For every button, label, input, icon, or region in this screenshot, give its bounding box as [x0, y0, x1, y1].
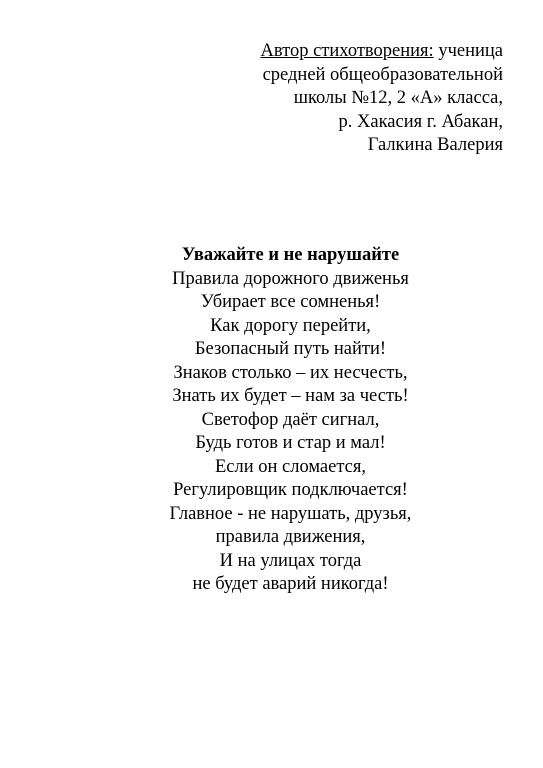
poem-title: Уважайте и не нарушайте [181, 245, 400, 265]
author-info [173, 40, 503, 158]
poem-line: Регулировщик подключается! [173, 480, 408, 500]
poem-line: Если он сломается, [214, 456, 367, 477]
author-line-2: средней общеобразовательной [262, 64, 503, 85]
poem-line: правила движения, [215, 527, 366, 547]
poem-line: Безопасный путь найти! [194, 339, 387, 359]
author-line-3: школы №12, 2 «А» класса, [293, 88, 503, 108]
poem-line: не будет аварий никогда! [192, 574, 389, 594]
author-line-5: Галкина Валерия [367, 135, 503, 155]
poem [0, 244, 543, 597]
poem-line: Знаков столько – их несчесть, [173, 362, 408, 383]
poem-line: И на улицах тогда [219, 550, 362, 571]
author-label: Автор стихотворения: [260, 41, 434, 61]
poem-line: Главное - не нарушать, друзья, [169, 503, 412, 524]
poem-line: Правила дорожного движенья [172, 268, 409, 289]
author-line-1 [173, 40, 503, 64]
poem-line: Светофор даёт сигнал, [201, 409, 380, 430]
poem-line: Знать их будет – нам за честь! [172, 386, 409, 406]
author-line-4: р. Хакасия г. Абакан, [338, 111, 503, 132]
poem-line: Будь готов и стар и мал! [195, 433, 386, 453]
poem-line: Убирает все сомненья! [200, 292, 381, 312]
author-line-1-rest: ученица [433, 41, 503, 61]
poem-line: Как дорогу перейти, [210, 315, 371, 336]
